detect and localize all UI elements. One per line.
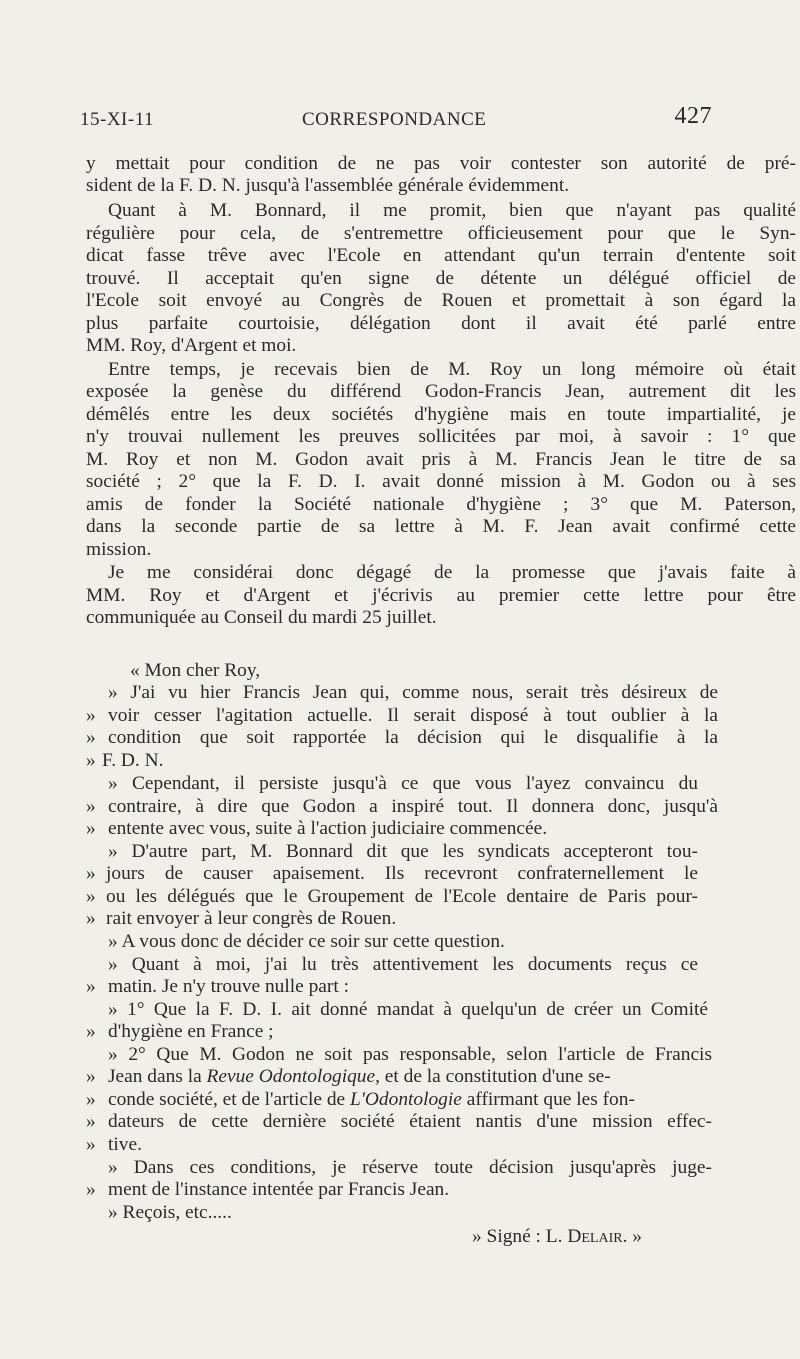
quote-line: matin. Je n'y trouve nulle part : [108,976,349,997]
quote-mark: » [86,1111,96,1132]
quote-line: jours de causer apaisement. Ils recevront confraternellement le [106,863,698,884]
body-line: dicat fasse trêve avec l'Ecole en attendant qu'un terrain d'entente soit [86,245,796,266]
quote-mark: » [86,976,96,997]
quote-line: » Reçois, etc..... [108,1202,232,1223]
quote-line: d'hygiène en France ; [108,1021,274,1042]
salutation: « Mon cher Roy, [130,660,261,681]
quote-line: ou les délégués que le Groupement de l'Ecole dentaire de Paris pour- [106,886,698,907]
signature-prefix: » Signé : L. [472,1226,563,1247]
quote-line: » 1° Que la F. D. I. ait donné mandat à quelqu'un de créer un Comité [108,999,708,1020]
body-line: MM. Roy et d'Argent et j'écrivis au premier cette lettre pour être [86,585,796,606]
body-line: communiquée au Conseil du mardi 25 juillet. [86,607,437,628]
header-title: CORRESPONDANCE [302,109,487,130]
body-line: plus parfaite courtoisie, délégation dont il avait été parlé entre [86,313,796,334]
quote-line: » J'ai vu hier Francis Jean qui, comme nous, serait très désireux de [108,682,718,703]
journal-title: Revue Odontologique [206,1066,376,1087]
signature-suffix: . » [622,1226,642,1247]
body-line: exposée la genèse du différend Godon-Francis Jean, autrement dit les [86,381,796,402]
quote-line: » 2° Que M. Godon ne soit pas responsable, selon l'article de Francis [108,1044,712,1065]
quote-line: condition que soit rapportée la décision qui le disqualifie à la [108,727,718,748]
journal-title: L'Odontologie [350,1089,462,1110]
quote-mark: » [86,1179,96,1200]
header-date: 15-XI-11 [80,109,154,130]
body-line: Quant à M. Bonnard, il me promit, bien que n'ayant pas qualité [108,200,796,221]
body-line: démêlés entre les deux sociétés d'hygiène mais en toute impartialité, je [86,404,796,425]
quote-line: rait envoyer à leur congrès de Rouen. [106,908,397,929]
page-number: 427 [674,103,712,129]
body-line: dans la seconde partie de sa lettre à M. F. Jean avait confirmé cette [86,516,796,537]
body-line: n'y trouvai nullement les preuves sollicitées par moi, à savoir : 1° que [86,426,796,447]
quote-mark: » [86,727,96,748]
quote-line: » D'autre part, M. Bonnard dit que les syndicats accepteront tou- [108,841,698,862]
quote-mark: » [86,705,96,726]
quote-mark: » [86,818,96,839]
body-line: l'Ecole soit envoyé au Congrès de Rouen et promettait à son égard la [86,290,796,311]
quote-mark: » [86,908,96,929]
quote-line: entente avec vous, suite à l'action judiciaire commencée. [108,818,548,839]
body-line: régulière pour cela, de s'entremettre officieusement pour que le Syn- [86,223,796,244]
signature [472,1226,642,1248]
quote-mark: » [86,1134,96,1155]
body-line: trouvé. Il acceptait qu'en signe de détente un délégué officiel de [86,268,796,289]
body-line: y mettait pour condition de ne pas voir contester son autorité de pré- [86,153,796,174]
quote-line: voir cesser l'agitation actuelle. Il serait disposé à tout oublier à la [108,705,718,726]
body-line: sident de la F. D. N. jusqu'à l'assemblée générale évidemment. [86,175,570,196]
body-line: Je me considérai donc dégagé de la promesse que j'avais faite à [108,562,796,583]
quote-line: dateurs de cette dernière société étaient nantis d'une mission effec- [108,1111,712,1132]
quote-mark: » [86,1066,96,1087]
quote-text: Jean dans la [108,1066,202,1087]
quote-text: affirmant que les fon- [466,1089,635,1110]
quote-mark: » [86,886,96,907]
quote-line: » Quant à moi, j'ai lu très attentivement les documents reçus ce [108,954,698,975]
quote-mark: » [86,750,96,771]
running-header [80,103,712,137]
quote-line: contraire, à dire que Godon a inspiré tout. Il donnera donc, jusqu'à [108,796,718,817]
quote-mark: » [86,863,96,884]
quote-mark: » [86,1089,96,1110]
quote-line: » Dans ces conditions, je réserve toute décision jusqu'après juge- [108,1157,712,1178]
quote-mark: » [86,1021,96,1042]
quote-mark: » [86,796,96,817]
quote-line-mixed [108,1066,611,1088]
body-line: MM. Roy, d'Argent et moi. [86,335,297,356]
quote-line: » Cependant, il persiste jusqu'à ce que vous l'ayez convaincu du [108,773,698,794]
body-line: M. Roy et non M. Godon avait pris à M. Francis Jean le titre de sa [86,449,796,470]
body-line: société ; 2° que la F. D. I. avait donné mission à M. Godon ou à ses [86,471,796,492]
quote-text: conde société, et de l'article de [108,1089,346,1110]
quote-line: ment de l'instance intentée par Francis Jean. [108,1179,450,1200]
quote-line-mixed [108,1089,635,1111]
signature-name: Delair [567,1226,623,1247]
body-line: Entre temps, je recevais bien de M. Roy un long mémoire où était [108,359,796,380]
body-line: amis de fonder la Société nationale d'hygiène ; 3° que M. Paterson, [86,494,796,515]
quote-line: » A vous donc de décider ce soir sur cette question. [108,931,505,952]
quote-line: F. D. N. [102,750,164,771]
quote-line: tive. [108,1134,142,1155]
body-line: mission. [86,539,152,560]
quote-text: , et de la constitution d'une se- [375,1066,611,1087]
